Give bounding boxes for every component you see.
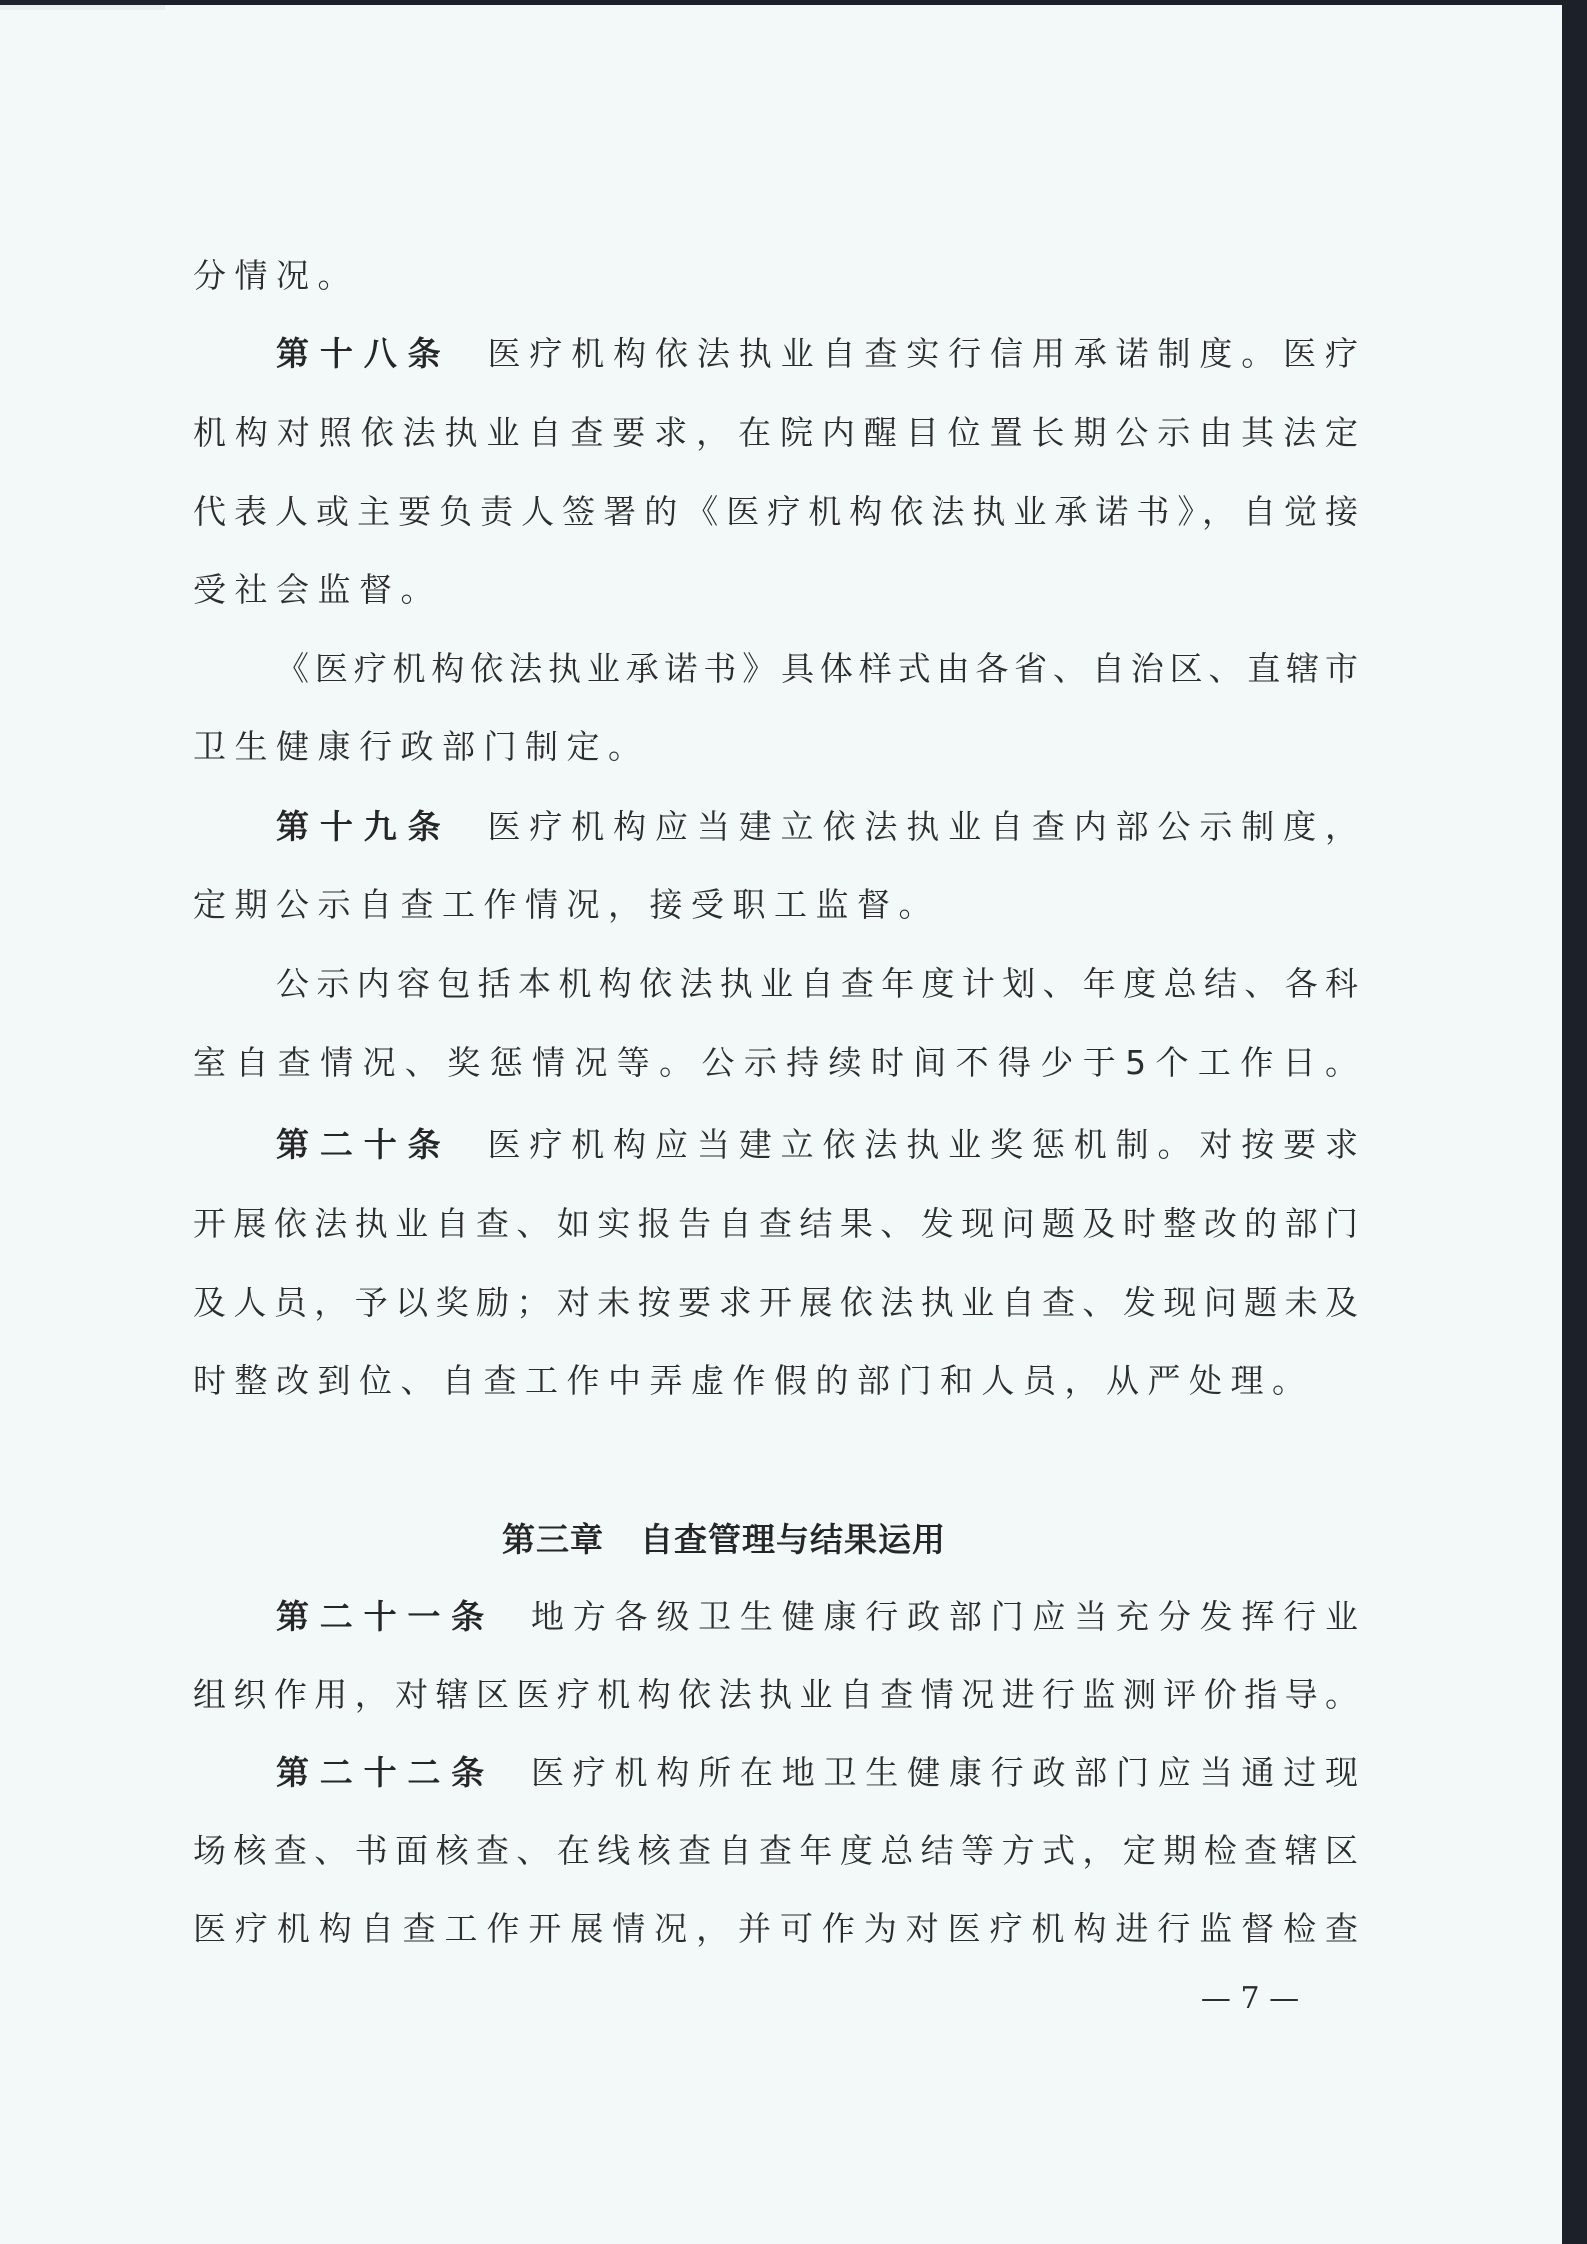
text-line	[193, 1907, 1358, 1951]
line-text: 组织作用，对辖区医疗机构依法执业自查情况进行监测评价指导。	[193, 1675, 1358, 1714]
line-text: 卫生健康行政部门制定。	[193, 727, 650, 766]
line-text: 受社会监督。	[193, 570, 442, 609]
article-number: 第十八条	[276, 334, 452, 373]
chapter-heading	[502, 1518, 1047, 1562]
article-19-first-line	[276, 805, 1358, 849]
article-number: 第二十条	[276, 1125, 452, 1164]
text-line	[193, 490, 1358, 534]
line-text: 医疗机构应当建立依法执业奖惩机制。对按要求	[487, 1125, 1358, 1164]
line-text: 医疗机构依法执业自查实行信用承诺制度。医疗	[487, 334, 1358, 373]
chapter-number: 第三章	[502, 1520, 604, 1559]
text-line	[193, 411, 1358, 455]
line-text: 室自查情况、奖惩情况等。公示持续时间不得少于5个工作日。	[193, 1043, 1358, 1082]
article-number: 第十九条	[276, 807, 452, 846]
article-22-first-line	[276, 1751, 1358, 1795]
article-number: 第二十一条	[276, 1597, 495, 1636]
line-text: 及人员，予以奖励；对未按要求开展依法执业自查、发现问题未及	[193, 1283, 1358, 1322]
line-text: 《医疗机构依法执业承诺书》具体样式由各省、自治区、直辖市	[276, 649, 1358, 688]
text-line	[193, 1041, 1358, 1085]
chapter-title: 自查管理与结果运用	[640, 1520, 946, 1559]
text-line	[193, 1281, 1358, 1325]
text-line	[193, 725, 1358, 769]
article-21-first-line	[276, 1595, 1358, 1639]
line-text: 机构对照依法执业自查要求，在院内醒目位置长期公示由其法定	[193, 413, 1358, 452]
text-line	[193, 1359, 1358, 1403]
text-line	[193, 1202, 1358, 1246]
line-text: 分情况。	[193, 256, 359, 295]
scan-edge	[0, 5, 165, 10]
paragraph-first-line	[276, 647, 1358, 691]
article-18-first-line	[276, 332, 1358, 376]
line-text: 代表人或主要负责人签署的《医疗机构依法执业承诺书》，自觉接	[193, 492, 1358, 531]
text-line	[193, 883, 1358, 927]
line-text: 地方各级卫生健康行政部门应当充分发挥行业	[530, 1597, 1359, 1636]
document-page	[0, 5, 1562, 2244]
line-text: 定期公示自查工作情况，接受职工监督。	[193, 885, 940, 924]
line-text: 医疗机构应当建立依法执业自查内部公示制度，	[487, 807, 1358, 846]
line-text: 公示内容包括本机构依法执业自查年度计划、年度总结、各科	[276, 964, 1358, 1003]
paragraph-first-line	[276, 962, 1358, 1006]
line-text: 开展依法执业自查、如实报告自查结果、发现问题及时整改的部门	[193, 1204, 1358, 1243]
text-line	[193, 568, 1358, 612]
page-number: — 7 —	[1200, 1981, 1300, 2016]
text-line	[193, 1673, 1358, 1717]
article-number: 第二十二条	[276, 1753, 495, 1792]
text-line	[193, 1829, 1358, 1873]
line-text: 医疗机构所在地卫生健康行政部门应当通过现	[530, 1753, 1359, 1792]
article-20-first-line	[276, 1123, 1358, 1167]
line-text: 医疗机构自查工作开展情况，并可作为对医疗机构进行监督检查	[193, 1909, 1358, 1948]
text-line	[193, 254, 1358, 298]
line-text: 场核查、书面核查、在线核查自查年度总结等方式，定期检查辖区	[193, 1831, 1358, 1870]
line-text: 时整改到位、自查工作中弄虚作假的部门和人员，从严处理。	[193, 1361, 1314, 1400]
